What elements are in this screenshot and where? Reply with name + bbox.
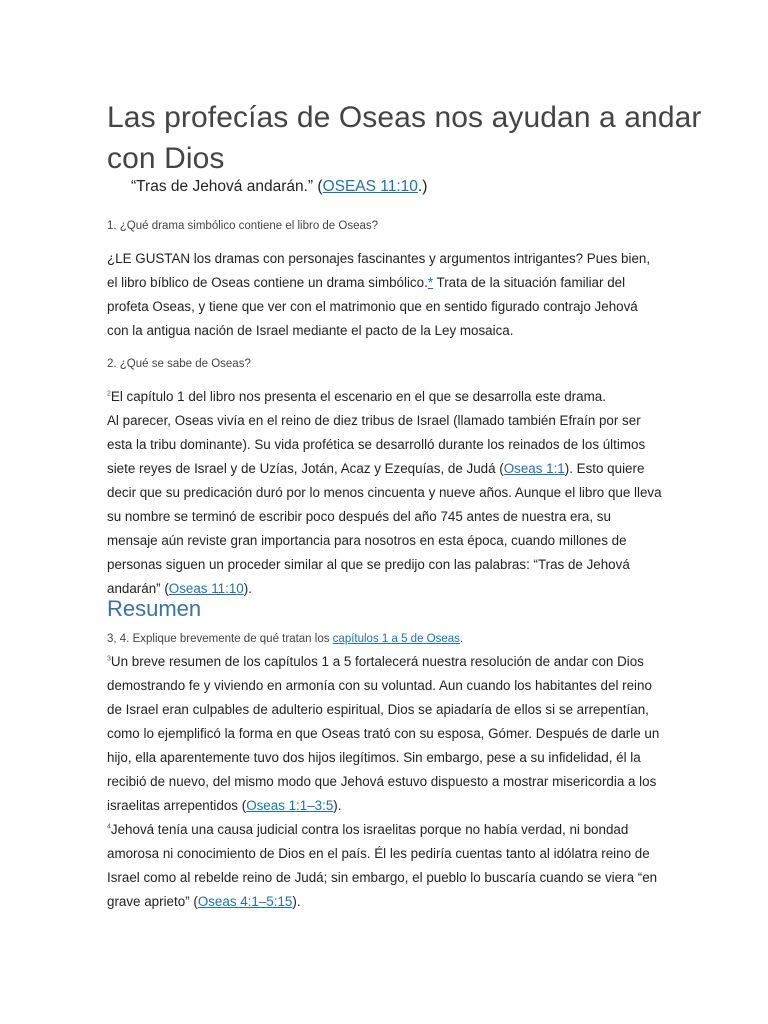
scripture-link-oseas-4-1-5-15[interactable]: Oseas 4:1–5:15 [197, 894, 293, 909]
scripture-link-oseas-1-1[interactable]: Oseas 1:1 [503, 461, 565, 476]
paragraph-4-number: 4 [107, 823, 111, 831]
theme-quote: “Tras de Jehová andarán.” ( [131, 178, 323, 195]
section-heading: Resumen [107, 596, 202, 621]
theme-scripture-link[interactable]: OSEAS 11:10 [322, 178, 418, 195]
paragraph-1-text: ¿LE GUSTAN los dramas con personajes fascinantes y argumentos intrigantes? Pues bien, el libro bíblico de Oseas contiene un drama simbólico. [107, 251, 651, 290]
paragraph-2-text-3: ). [243, 581, 252, 596]
paragraph-2-text-2: ). Esto quiere decir que su predicación duró por lo menos cincuenta y nueve años. Aunque el libro que lleva su nombre se terminó de escribir poco después del año 745 antes de nuestra era, su mensaje aún reviste gran importancia para nosotros en esta época, cuando millones de personas siguen un proceder similar al que se predijo con las palabras: “Tras de Jehová andarán” ( [107, 461, 662, 596]
paragraph-3-text: Un breve resumen de los capítulos 1 a 5 fortalecerá nuestra resolución de andar con Dios demostrando fe y viviendo en armonía con su voluntad. Aun cuando los habitantes del reino de Israel eran culpables de adulterio espiritual, Dios se apiadaría de ellos si se arrepentían, como lo ejemplificó la forma en que Oseas trató con su esposa, Gómer. Después de darle un hijo, ella aparentemente tuvo dos hijos ilegítimos. Sin embargo, pese a su infidelidad, él la recibió de nuevo, del mismo modo que Jehová estuvo dispuesto a mostrar misericordia a los israelitas arrepentidos ( [107, 654, 660, 813]
paragraph-3-number: 3 [107, 655, 111, 663]
question-3-4 [107, 631, 463, 647]
question-3-4-end: . [459, 633, 464, 645]
paragraph-2-text: Al parecer, Oseas vivía en el reino de diez tribus de Israel (llamado también Efraín por ser esta la tribu dominante). Su vida profética se desarrolló durante los reinados de los últimos siete reyes de Israel y de Uzías, Jotán, Acaz y Ezequías, de Judá ( [107, 413, 646, 476]
chapters-link[interactable]: capítulos 1 a 5 de Oseas [332, 633, 460, 645]
paragraph-3-end: ). [333, 798, 342, 813]
paragraph-3-4 [107, 650, 662, 914]
theme-close: .) [417, 178, 428, 195]
scripture-link-oseas-11-10[interactable]: Oseas 11:10 [168, 581, 244, 596]
paragraph-2-line-1: El capítulo 1 del libro nos presenta el escenario en el que se desarrolla este drama. [110, 389, 606, 404]
question-1: 1. ¿Qué drama simbólico contiene el libro de Oseas? [107, 220, 379, 232]
theme-scripture [131, 177, 427, 197]
paragraph-2-number: 2 [107, 390, 111, 398]
scripture-link-oseas-1-1-3-5[interactable]: Oseas 1:1–3:5 [246, 798, 334, 813]
paragraph-1 [107, 247, 662, 343]
question-2: 2. ¿Qué se sabe de Oseas? [107, 358, 251, 370]
page-title: Las profecías de Oseas nos ayudan a andar con Dios [107, 101, 702, 175]
paragraph-4-text: Jehová tenía una causa judicial contra los israelitas porque no había verdad, ni bondad amorosa ni conocimiento de Dios en el país. Él les pediría cuentas tanto al idólatra reino de Israel como al rebelde reino de Judá; sin embargo, el pueblo lo buscaría cuando se viera “en grave aprieto” ( [107, 822, 658, 909]
paragraph-1-text-2: Trata de la situación familiar del profeta Oseas, y tiene que ver con el matrimonio que en sentido figurado contrajo Jehová con la antigua nación de Israel mediante el pacto de la Ley mosaica. [107, 275, 638, 338]
question-3-4-text: 3, 4. Explique brevemente de qué tratan los [107, 633, 333, 645]
paragraph-2 [107, 385, 662, 601]
footnote-link[interactable]: * [427, 275, 434, 290]
paragraph-4-end: ). [292, 894, 301, 909]
